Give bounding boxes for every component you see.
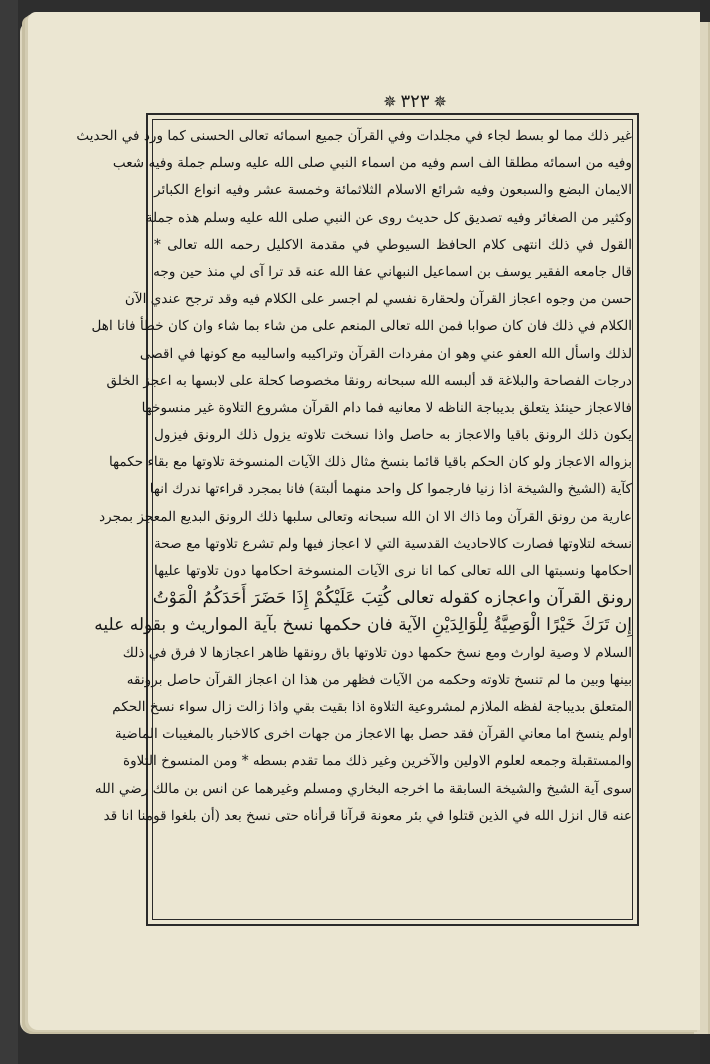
text-line: القول في ذلك انتهى كلام الحافظ السيوطي في مقدمة الاكليل رحمه الله تعالى *: [154, 236, 632, 253]
quran-verse-line: رونق القرآن واعجازه كقوله تعالى كُتِبَ عَلَيْكُمْ إِذَا حَضَرَ أَحَدَكُمُ الْمَوْتُ: [152, 588, 632, 609]
text-line: سوى آية الشيخ والشيخة السابقة ما اخرجه البخاري ومسلم وغيرهما عن انس بن مالك رضي الله: [94, 780, 632, 797]
text-line: حسن من وجوه اعجاز القرآن ولحقارة نفسي لم اجسر على الكلام فيه وقد ترجح عندي الآن: [124, 291, 632, 308]
ornament-right: ✵: [433, 91, 447, 111]
text-line: وكثير من الصغائر وفيه تصديق كل حديث روى عن النبي صلى الله عليه وسلم هذه جملة: [145, 209, 632, 226]
text-line: الايمان البضع والسبعون وفيه شرائع الاسلام الثلاثمائة وخمسة عشر وفيه انواع الكبائر: [154, 182, 632, 199]
text-line: وفيه من اسمائه مطلقا الف اسم وفيه من اسماء النبي صلى الله عليه وسلم جملة وفيه شعب: [112, 155, 632, 172]
text-line: احكامها ونسبتها الى الله تعالى كما انا نرى الآيات المنسوخة احكامها دون تلاوتها عليها: [154, 563, 632, 579]
text-line: لذلك واسأل الله العفو عني وهو ان مفردات القرآن وتراكيبه واساليبه مع كونها في اقصى: [139, 345, 632, 362]
text-line: اولم ينسخ اما معاني القرآن فقد حصل بها الاعجاز من جهات اخرى كالاخبار بالمغيبات الماضية: [114, 726, 632, 743]
text-line: عنه قال انزل الله في الذين قتلوا في بئر معونة قرآنا قرأناه حتى نسخ بعد (أن بلغوا قومنا انا قد: [103, 807, 632, 824]
text-line: المتعلق بديباجة لفظه الملازم لمشروعية التلاوة اذا بقيت بقي واذا زالت زال سواء نسخ الحكم: [112, 698, 632, 715]
ornament-left: ✵: [383, 91, 397, 111]
text-line: والمستقبلة وجمعه لعلوم الاولين والآخرين وغير ذلك مما تقدم بسطه * ومن المنسوخ التلاوة: [122, 753, 632, 770]
text-line: قال جامعه الفقير يوسف بن اسماعيل النبهاني عفا الله عنه قد ترا آى لي منذ حين وجه: [153, 263, 632, 280]
text-line: بينها وبين ما لم تنسخ تلاوته وحكمه من الآيات فظهر من هذا ان اعجاز القرآن حاصل برونقه: [126, 671, 632, 688]
text-line: كآية (الشيخ والشيخة اذا زنيا فارجموا كل واحد منهما ألبتة) فانا بمجرد قراءتها ندرك انها: [149, 481, 632, 498]
text-line: درجات الفصاحة والبلاغة قد ألبسه الله سبحانه رونقا مخصوصا كحلة على لابسها به اعجز الخلق: [106, 372, 632, 389]
text-line: بزواله الاعجاز ولو كان الحكم باقيا قائما بنسخ مثال ذلك الآيات المنسوخة تلاوتها مع بقاء حكمها: [108, 454, 632, 471]
text-line: غير ذلك مما لو بسط لجاء في مجلدات وفي القرآن جميع اسمائه تعالى الحسنى كما ورد في الحديث: [76, 128, 632, 144]
text-line: السلام لا وصية لوارث ومع نسخ حكمها دون تلاوتها باق رونقها ظاهر اعجازها لا فرق في ذلك: [122, 644, 632, 661]
text-line: يكون ذلك الرونق باقيا والاعجاز به حاصل واذا نسخت تلاوته يزول ذلك الرونق فيزول: [154, 427, 632, 444]
quran-verse-line: إِن تَرَكَ خَيْرًا الْوَصِيَّةُ لِلْوَالِدَيْنِ الآية فان حكمها نسخ بآية المواريث و بقوله عليه: [94, 615, 632, 636]
text-line: الكلام في ذلك فان كان صوابا فمن الله تعالى المنعم على من شاء بما شاء وان كان خطأ فانا اهل: [91, 318, 632, 335]
text-line: نسخه لتلاوتها فصارت كالاحاديث القدسية التي لا اعجاز فيها ولم تشرع تلاوتها مع صحة: [154, 535, 632, 552]
page-number: ٣٢٣: [400, 90, 430, 112]
page-number-header: [375, 88, 455, 114]
body-text: [76, 123, 632, 917]
text-line: عارية من رونق القرآن وما ذاك الا ان الله سبحانه وتعالى سلبها ذلك الرونق البديع المعجز بمجرد: [99, 508, 632, 525]
text-line: فالاعجاز حينئذ يتعلق بديباجة الناظه لا معانيه فما دام القرآن مشروع التلاوة غير منسوخها: [141, 399, 632, 416]
